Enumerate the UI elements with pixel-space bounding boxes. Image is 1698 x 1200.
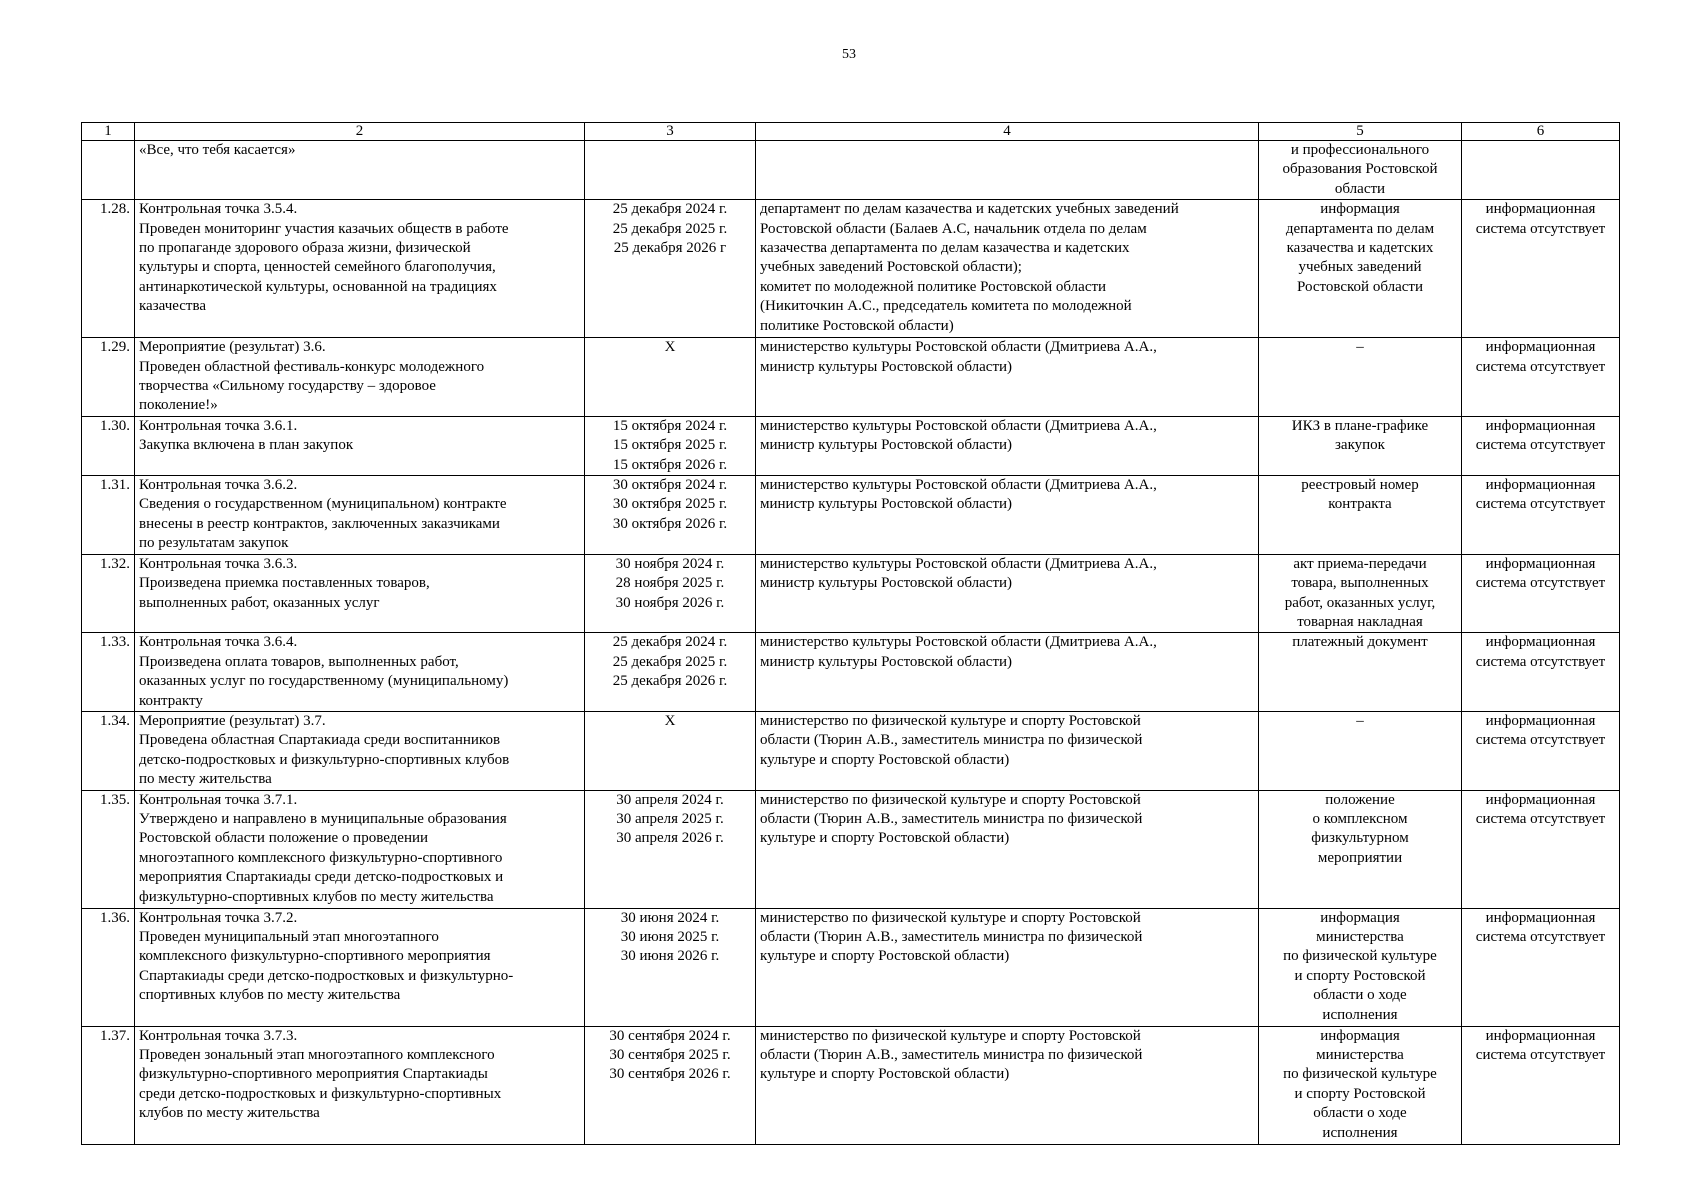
row-number: 1.30.: [82, 416, 135, 475]
table-row: [82, 338, 1620, 417]
table-row: [82, 141, 1620, 200]
row-number: 1.37.: [82, 1026, 135, 1144]
responsible-executor: министерство по физической культуре и спорту Ростовской области (Тюрин А.В., заместитель министра по физической культуре и спорту Ростовской области): [756, 790, 1259, 908]
confirming-document: положение о комплексном физкультурном мероприятии: [1259, 790, 1462, 908]
confirming-document: –: [1259, 711, 1462, 790]
row-number: [82, 141, 135, 200]
information-system: информационная система отсутствует: [1462, 554, 1620, 633]
table-row: [82, 416, 1620, 475]
information-system: информационная система отсутствует: [1462, 711, 1620, 790]
information-system: информационная система отсутствует: [1462, 1026, 1620, 1144]
row-number: 1.33.: [82, 633, 135, 712]
responsible-executor: министерство культуры Ростовской области (Дмитриева А.А., министр культуры Ростовской области): [756, 338, 1259, 417]
information-system: информационная система отсутствует: [1462, 416, 1620, 475]
due-dates: 30 июня 2024 г. 30 июня 2025 г. 30 июня 2026 г.: [585, 908, 756, 1026]
due-dates: 15 октября 2024 г. 15 октября 2025 г. 15 октября 2026 г.: [585, 416, 756, 475]
information-system: информационная система отсутствует: [1462, 790, 1620, 908]
due-dates: 30 ноября 2024 г. 28 ноября 2025 г. 30 ноября 2026 г.: [585, 554, 756, 633]
table-row: [82, 200, 1620, 338]
due-dates: 30 апреля 2024 г. 30 апреля 2025 г. 30 апреля 2026 г.: [585, 790, 756, 908]
information-system: информационная система отсутствует: [1462, 633, 1620, 712]
row-number: 1.29.: [82, 338, 135, 417]
event-name: Контрольная точка 3.7.1. Утверждено и направлено в муниципальные образования Ростовской области положение о проведении многоэтапного комплексного физкультурно-спортивного мероприятия Спартакиады среди детско-подростковых и физкультурно-спортивных клубов по месту жительства: [135, 790, 585, 908]
confirming-document: информация министерства по физической культуре и спорту Ростовской области о ходе исполнения: [1259, 1026, 1462, 1144]
responsible-executor: министерство по физической культуре и спорту Ростовской области (Тюрин А.В., заместитель министра по физической культуре и спорту Ростовской области): [756, 1026, 1259, 1144]
confirming-document: и профессионального образования Ростовской области: [1259, 141, 1462, 200]
column-number: 3: [585, 123, 756, 141]
responsible-executor: [756, 141, 1259, 200]
row-number: 1.32.: [82, 554, 135, 633]
due-dates: Х: [585, 711, 756, 790]
event-name: Контрольная точка 3.6.3. Произведена приемка поставленных товаров, выполненных работ, оказанных услуг: [135, 554, 585, 633]
column-number-row: [82, 123, 1620, 141]
confirming-document: информация министерства по физической культуре и спорту Ростовской области о ходе исполнения: [1259, 908, 1462, 1026]
responsible-executor: министерство культуры Ростовской области (Дмитриева А.А., министр культуры Ростовской области): [756, 633, 1259, 712]
row-number: 1.31.: [82, 476, 135, 555]
row-number: 1.28.: [82, 200, 135, 338]
table-row: [82, 554, 1620, 633]
due-dates: 25 декабря 2024 г. 25 декабря 2025 г. 25 декабря 2026 г.: [585, 633, 756, 712]
row-number: 1.34.: [82, 711, 135, 790]
confirming-document: ИКЗ в плане-графике закупок: [1259, 416, 1462, 475]
row-number: 1.35.: [82, 790, 135, 908]
due-dates: [585, 141, 756, 200]
column-number: 1: [82, 123, 135, 141]
due-dates: 25 декабря 2024 г. 25 декабря 2025 г. 25 декабря 2026 г: [585, 200, 756, 338]
table-row: [82, 908, 1620, 1026]
table-row: [82, 790, 1620, 908]
due-dates: 30 сентября 2024 г. 30 сентября 2025 г. 30 сентября 2026 г.: [585, 1026, 756, 1144]
column-number: 4: [756, 123, 1259, 141]
page-number: 53: [842, 47, 856, 62]
responsible-executor: департамент по делам казачества и кадетских учебных заведений Ростовской области (Балаев А.С, начальник отдела по делам казачества департамента по делам казачества и кадетских учебных заведений Ростовской области); комитет по молодежной политике Ростовской области (Никиточкин А.С., председатель комитета по молодежной политике Ростовской области): [756, 200, 1259, 338]
row-number: 1.36.: [82, 908, 135, 1026]
information-system: информационная система отсутствует: [1462, 908, 1620, 1026]
information-system: информационная система отсутствует: [1462, 200, 1620, 338]
responsible-executor: министерство культуры Ростовской области (Дмитриева А.А., министр культуры Ростовской области): [756, 476, 1259, 555]
responsible-executor: министерство культуры Ростовской области (Дмитриева А.А., министр культуры Ростовской области): [756, 416, 1259, 475]
table-row: [82, 476, 1620, 555]
confirming-document: акт приема-передачи товара, выполненных работ, оказанных услуг, товарная накладная: [1259, 554, 1462, 633]
event-name: Мероприятие (результат) 3.6. Проведен областной фестиваль-конкурс молодежного творчества «Сильному государству – здоровое поколение!»: [135, 338, 585, 417]
confirming-document: –: [1259, 338, 1462, 417]
confirming-document: платежный документ: [1259, 633, 1462, 712]
responsible-executor: министерство культуры Ростовской области (Дмитриева А.А., министр культуры Ростовской области): [756, 554, 1259, 633]
confirming-document: информация департамента по делам казачества и кадетских учебных заведений Ростовской области: [1259, 200, 1462, 338]
confirming-document: реестровый номер контракта: [1259, 476, 1462, 555]
event-name: Контрольная точка 3.7.2. Проведен муниципальный этап многоэтапного комплексного физкультурно-спортивного мероприятия Спартакиады среди детско-подростковых и физкультурно- спортивных клубов по месту жительства: [135, 908, 585, 1026]
responsible-executor: министерство по физической культуре и спорту Ростовской области (Тюрин А.В., заместитель министра по физической культуре и спорту Ростовской области): [756, 908, 1259, 1026]
responsible-executor: министерство по физической культуре и спорту Ростовской области (Тюрин А.В., заместитель министра по физической культуре и спорту Ростовской области): [756, 711, 1259, 790]
information-system: информационная система отсутствует: [1462, 338, 1620, 417]
event-name: «Все, что тебя касается»: [135, 141, 585, 200]
event-name: Контрольная точка 3.6.2. Сведения о государственном (муниципальном) контракте внесены в реестр контрактов, заключенных заказчиками по результатам закупок: [135, 476, 585, 555]
due-dates: 30 октября 2024 г. 30 октября 2025 г. 30 октября 2026 г.: [585, 476, 756, 555]
table-row: [82, 711, 1620, 790]
event-name: Контрольная точка 3.6.4. Произведена оплата товаров, выполненных работ, оказанных услуг по государственному (муниципальному) контракту: [135, 633, 585, 712]
table-row: [82, 1026, 1620, 1144]
plan-table: [81, 122, 1620, 1145]
information-system: информационная система отсутствует: [1462, 476, 1620, 555]
event-name: Контрольная точка 3.7.3. Проведен зональный этап многоэтапного комплексного физкультурно-спортивного мероприятия Спартакиады среди детско-подростковых и физкультурно-спортивных клубов по месту жительства: [135, 1026, 585, 1144]
event-name: Мероприятие (результат) 3.7. Проведена областная Спартакиада среди воспитанников детско-подростковых и физкультурно-спортивных клубов по месту жительства: [135, 711, 585, 790]
event-name: Контрольная точка 3.5.4. Проведен мониторинг участия казачьих обществ в работе по пропаганде здорового образа жизни, физической культуры и спорта, ценностей семейного благополучия, антинаркотической культуры, основанной на традициях казачества: [135, 200, 585, 338]
column-number: 5: [1259, 123, 1462, 141]
event-name: Контрольная точка 3.6.1. Закупка включена в план закупок: [135, 416, 585, 475]
column-number: 6: [1462, 123, 1620, 141]
column-number: 2: [135, 123, 585, 141]
table-row: [82, 633, 1620, 712]
information-system: [1462, 141, 1620, 200]
due-dates: Х: [585, 338, 756, 417]
